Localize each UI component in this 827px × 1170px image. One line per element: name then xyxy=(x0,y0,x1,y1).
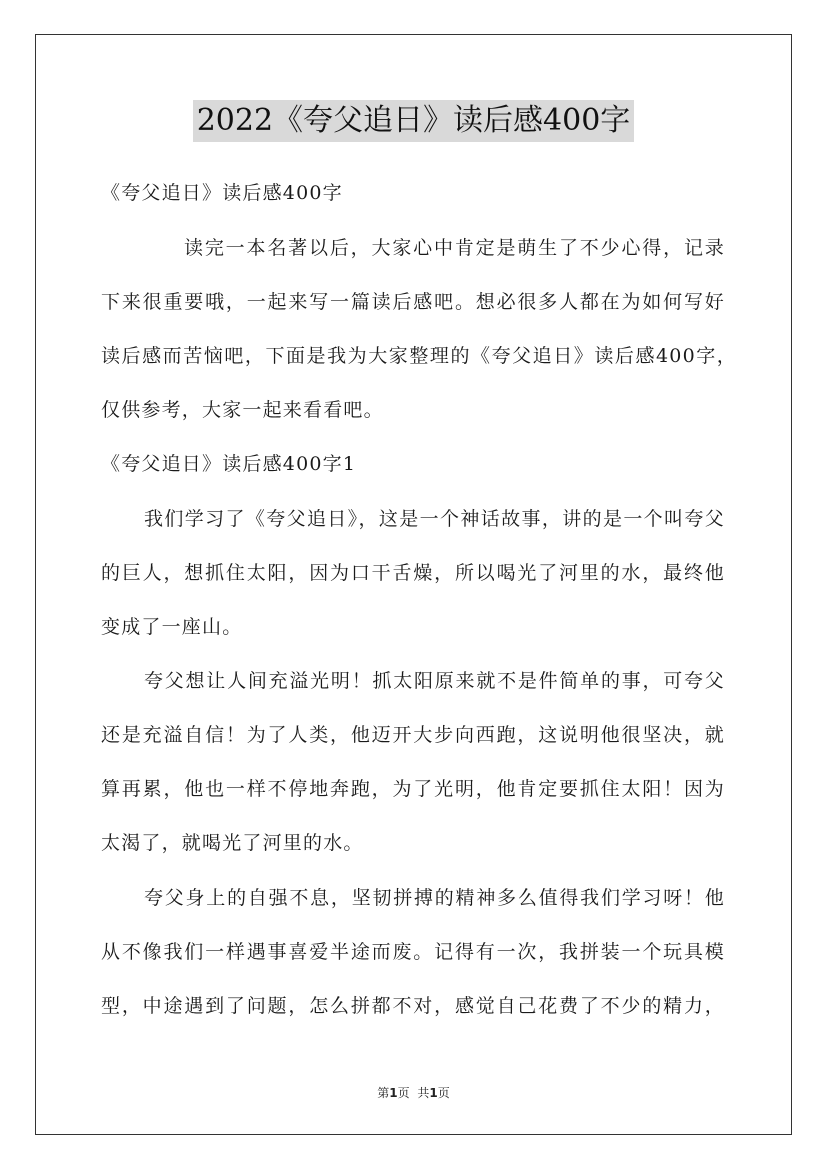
paragraph1-line-1: 我们学习了《夸父追日》，这是一个神话故事，讲的是一个叫夸父 xyxy=(144,508,725,530)
title-container xyxy=(0,100,827,142)
footer-total-prefix: 共 xyxy=(417,1086,430,1100)
document-subtitle: 《夸父追日》读后感400字 xyxy=(101,182,343,204)
paragraph1-line-3: 变成了一座山。 xyxy=(101,616,243,638)
paragraph2-line-3: 算再累，他也一样不停地奔跑，为了光明，他肯定要抓住太阳！因为 xyxy=(101,778,725,800)
paragraph2-line-4: 太渴了，就喝光了河里的水。 xyxy=(101,832,364,854)
footer-page-total: 1 xyxy=(429,1086,438,1100)
intro-line-3: 读后感而苦恼吧，下面是我为大家整理的《夸父追日》读后感400字， xyxy=(101,345,737,367)
paragraph1-line-2: 的巨人，想抓住太阳，因为口干舌燥，所以喝光了河里的水，最终他 xyxy=(101,562,725,584)
page-footer xyxy=(0,1085,827,1101)
paragraph3-line-1: 夸父身上的自强不息，坚韧拼搏的精神多么值得我们学习呀！他 xyxy=(144,887,725,909)
intro-line-2: 下来很重要哦，一起来写一篇读后感吧。想必很多人都在为如何写好 xyxy=(101,291,725,313)
footer-page-prefix: 第 xyxy=(377,1086,390,1100)
intro-line-1: 读完一本名著以后，大家心中肯定是萌生了不少心得，记录 xyxy=(184,237,725,259)
footer-total-unit: 页 xyxy=(437,1086,450,1100)
footer-page-unit: 页 xyxy=(397,1086,410,1100)
paragraph3-line-2: 从不像我们一样遇事喜爱半途而废。记得有一次，我拼装一个玩具模 xyxy=(101,941,725,963)
document-title: 2022《夸父追日》读后感400字 xyxy=(193,100,635,142)
section-heading: 《夸父追日》读后感400字1 xyxy=(101,453,357,475)
intro-line-4: 仅供参考，大家一起来看看吧。 xyxy=(101,399,384,421)
paragraph3-line-3: 型，中途遇到了问题，怎么拼都不对，感觉自己花费了不少的精力， xyxy=(101,995,725,1017)
footer-page-current: 1 xyxy=(389,1086,398,1100)
paragraph2-line-1: 夸父想让人间充溢光明！抓太阳原来就不是件简单的事，可夸父 xyxy=(144,670,725,692)
paragraph2-line-2: 还是充溢自信！为了人类，他迈开大步向西跑，这说明他很坚决，就 xyxy=(101,724,725,746)
